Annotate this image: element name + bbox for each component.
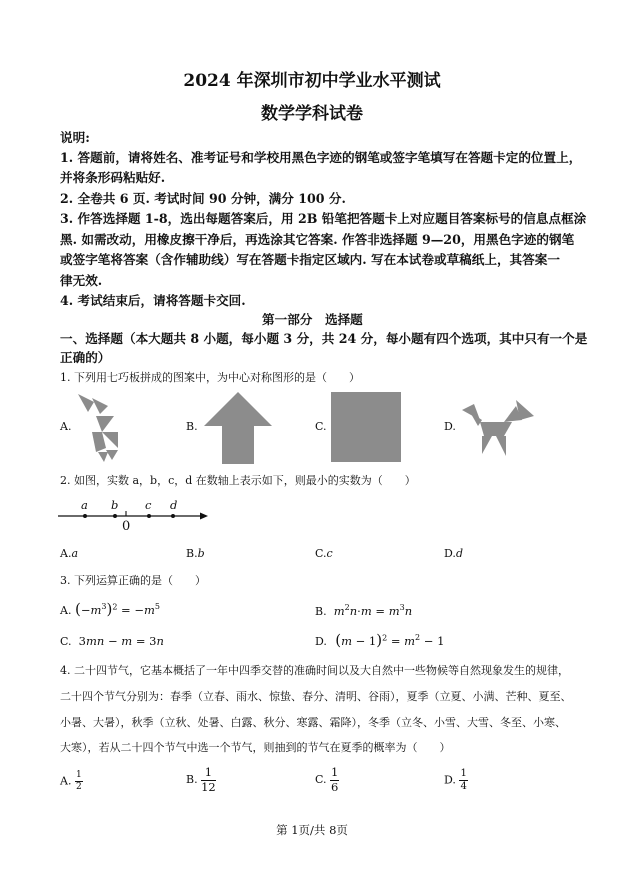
q2-option-b: B.b [186,547,205,560]
instruction-line: 1. 答题前，请将姓名、准考证号和学校用黑色字迹的钢笔或签字笔填写在答题卡定的位置上， [60,150,582,165]
question-1-text: 1. 下列用七巧板拼成的图案中，为中心对称图形的是（ ） [60,371,360,384]
question-4-line: 小暑、大暑），秋季（立秋、处暑、白露、秋分、寒露、霜降），冬季（立冬、小雪、大雪、冬至、小寒、 [60,716,566,729]
q3-option-a: A. $(-m^3)^2 = -m^5$ [60,600,160,618]
tangram-figure-a [74,392,126,464]
number-line-zero: 0 [122,519,131,534]
q4-option-c: C. $\frac{1}{6}$ [315,765,339,794]
q3-option-c: C. 3mn − m = 3n [60,634,164,648]
q1-option-a-label: A. [60,420,72,433]
q3-option-b: B. $m^2n\cdot m = m^3n$ [315,603,413,618]
question-4-line: 二十四个节气分别为：春季（立春、雨水、惊蛰、春分、清明、谷雨），夏季（立夏、小满、芒种、夏至、 [60,690,572,703]
number-line-label-d: d [170,498,178,512]
q4-option-d: D. $\frac{1}{4}$ [444,768,467,792]
tangram-figure-d [460,398,540,460]
instruction-line: 或签字笔将答案（含作辅助线）写在答题卡指定区域内. 写在本试卷或草稿纸上，其答案一 [60,252,560,267]
instruction-line: 4. 考试结束后，请将答题卡交回. [60,293,246,308]
section-heading: 一、选择题（本大题共 8 小题，每小题 3 分，共 24 分，每小题有四个选项，其中只有一个是 [60,331,588,346]
instruction-line: 3. 作答选择题 1-8，选出每题答案后，用 2B 铅笔把答题卡上对应题目答案标号的信息点框涂 [60,211,587,226]
instruction-line: 并将条形码粘贴好. [60,170,166,185]
q4-option-a: A. $\frac{1}{2}$ [60,770,82,792]
q3-option-d: D. $(m - 1)^2 = m^2 - 1$ [315,631,445,649]
q1-option-c-label: C. [315,420,327,433]
instruction-line: 律无效. [60,273,103,288]
number-line-label-b: b [111,498,119,512]
page-footer: 第 1页/共 8页 [276,823,348,837]
instruction-line: 2. 全卷共 6 页. 考试时间 90 分钟，满分 100 分. [60,191,346,206]
q2-option-a: A.a [60,547,79,560]
instructions-heading: 说明: [60,130,90,145]
question-4-line: 大寒），若从二十四个节气中选一个节气，则抽到的节气在夏季的概率为（ ） [60,741,451,754]
q1-option-d-label: D. [444,420,456,433]
section-heading-cont: 正确的） [60,350,111,365]
q1-option-b-label: B. [186,420,198,433]
q2-option-c: C.c [315,547,333,560]
page-subtitle: 数学学科试卷 [261,104,363,124]
q2-option-d: D.d [444,547,463,560]
q4-option-b: B. $\frac{1}{12}$ [186,765,216,794]
instruction-line: 黑. 如需改动，用橡皮擦干净后，再选涂其它答案. 作答非选择题 9—20，用黑色字迹的钢笔 [60,232,575,247]
tangram-figure-b [202,390,274,466]
page-title: 2024 年深圳市初中学业水平测试 [183,71,441,91]
number-line-label-a: a [81,498,88,512]
question-3-text: 3. 下列运算正确的是（ ） [60,574,206,587]
part-heading: 第一部分 选择题 [262,312,363,327]
number-line-label-c: c [145,498,152,512]
question-4-line: 4. 二十四节气，它基本概括了一年中四季交替的准确时间以及大自然中一些物候等自然现象发生的规律， [60,664,569,677]
question-2-text: 2. 如图，实数 a，b，c，d 在数轴上表示如下，则最小的实数为（ ） [60,474,416,487]
tangram-figure-c [331,392,401,462]
